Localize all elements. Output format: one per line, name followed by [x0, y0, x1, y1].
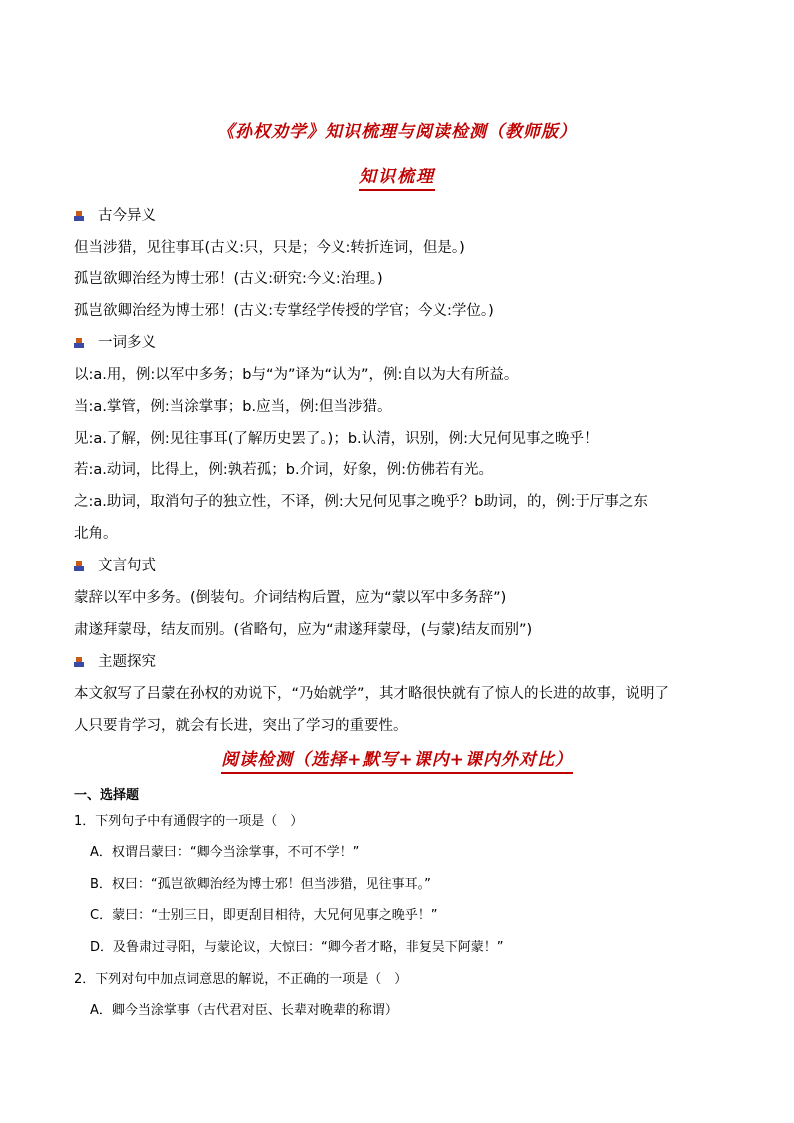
text-line: 以:a.用，例:以军中多务；b与“为”译为“认为”，例:自以为大有所益。	[74, 367, 519, 383]
text-line: 北角。	[74, 526, 118, 542]
text-line: 孤岂欲卿治经为博士邪！(古义:专掌经学传授的学官；今义:学位。)	[74, 303, 494, 319]
document-title: 《孙权劝学》知识梳理与阅读检测（教师版）	[217, 122, 577, 142]
question-2-option-a: A．卿今当涂掌事（古代君对臣、长辈对晚辈的称谓）	[90, 1003, 398, 1018]
heading-theme	[74, 652, 724, 672]
text-line: 本文叙写了吕蒙在孙权的劝说下，“乃始就学”，其才略很快就有了惊人的长进的故事，说明了	[74, 686, 670, 702]
part-heading-choice: 一、选择题	[74, 788, 140, 803]
section-title-reading	[0, 745, 794, 770]
bullet-icon	[74, 338, 84, 348]
section-title-knowledge-text: 知识梳理	[359, 167, 435, 191]
section-title-reading-text: 阅读检测（选择+默写+课内+课内外对比）	[221, 750, 573, 774]
text-line: 但当涉猎，见往事耳(古义:只，只是；今义:转折连词，但是。)	[74, 240, 465, 256]
bullet-icon	[74, 211, 84, 221]
question-1-option-d: D．及鲁肃过寻阳，与蒙论议，大惊曰：“卿今者才略，非复吴下阿蒙！”	[90, 940, 504, 955]
heading-text: 主题探究	[98, 654, 156, 670]
heading-polysemy	[74, 333, 724, 353]
heading-sentence-patterns	[74, 556, 724, 576]
text-line: 当:a.掌管，例:当涂掌事；b.应当，例:但当涉猎。	[74, 399, 392, 415]
heading-text: 古今异义	[98, 208, 156, 224]
question-1-option-a: A．权谓吕蒙曰：“卿今当涂掌事，不可不学！”	[90, 845, 360, 860]
text-line: 孤岂欲卿治经为博士邪！(古义:研究:今义:治理。)	[74, 271, 383, 287]
text-line: 见:a.了解，例:见往事耳(了解历史罢了。)；b.认清，识别，例:大兄何见事之晚乎！	[74, 431, 599, 447]
heading-ancient-modern	[74, 206, 724, 226]
section-title-knowledge	[0, 162, 794, 187]
question-1-option-b: B．权曰：“孤岂欲卿治经为博士邪！但当涉猎，见往事耳。”	[90, 877, 431, 892]
text-line: 之:a.助词，取消句子的独立性，不译，例:大兄何见事之晚乎？b助词，的，例:于厅事之东	[74, 494, 648, 510]
bullet-icon	[74, 657, 84, 667]
text-line: 若:a.动词，比得上，例:孰若孤；b.介词，好象，例:仿佛若有光。	[74, 462, 493, 478]
heading-text: 一词多义	[98, 335, 156, 351]
text-line: 肃遂拜蒙母，结友而别。(省略句，应为“肃遂拜蒙母，(与蒙)结友而别”)	[74, 622, 533, 638]
question-1-stem: 1．下列句子中有通假字的一项是（ ）	[74, 814, 304, 829]
heading-text: 文言句式	[98, 558, 156, 574]
question-1-option-c: C．蒙曰：“士别三日，即更刮目相待，大兄何见事之晚乎！”	[90, 908, 438, 923]
text-line: 人只要肯学习，就会有长进，突出了学习的重要性。	[74, 718, 408, 734]
question-2-stem: 2．下列对句中加点词意思的解说，不正确的一项是（ ）	[74, 972, 408, 987]
bullet-icon	[74, 561, 84, 571]
text-line: 蒙辞以军中多务。(倒装句。介词结构后置，应为“蒙以军中多务辞”)	[74, 590, 507, 606]
